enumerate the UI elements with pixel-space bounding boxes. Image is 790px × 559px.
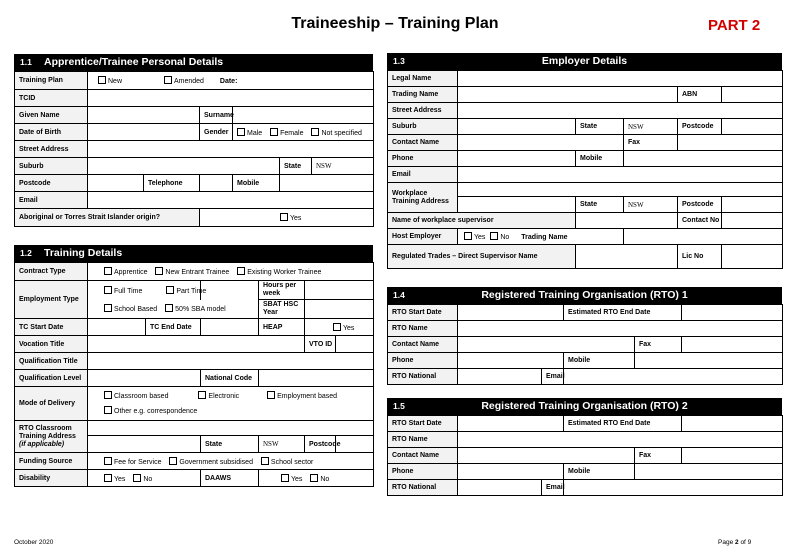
lic-no-label: Lic No — [678, 245, 722, 269]
part-time-label: Part Time — [176, 287, 207, 295]
male-checkbox[interactable] — [237, 128, 245, 136]
rto2-name-field[interactable] — [458, 432, 783, 448]
surname-field[interactable] — [233, 107, 374, 124]
employer-state-label: State — [576, 119, 624, 135]
rto2-end-label: Estimated RTO End Date — [564, 416, 682, 432]
aboriginal-options — [200, 209, 374, 227]
given-name-field[interactable] — [88, 107, 200, 124]
rto2-mobile-field[interactable] — [635, 464, 783, 480]
employer-street-label: Street Address — [388, 103, 458, 119]
dob-label: Date of Birth — [15, 124, 88, 141]
rto1-contact-label: Contact Name — [388, 337, 458, 353]
heap-options — [305, 319, 374, 336]
tc-start-label: TC Start Date — [15, 319, 88, 336]
vto-label: VTO ID — [305, 336, 336, 353]
rto-classroom-suburb-field[interactable] — [88, 436, 201, 453]
host-yes-checkbox[interactable] — [464, 232, 472, 240]
legal-name-field[interactable] — [458, 71, 783, 87]
section-1-3-header — [387, 53, 782, 70]
disability-yes-label: Yes — [114, 475, 126, 483]
full-time-label: Full Time — [114, 287, 143, 295]
employer-email-label: Email — [388, 167, 458, 183]
host-no-checkbox[interactable] — [490, 232, 498, 240]
employer-contact-label: Contact Name — [388, 135, 458, 151]
email-label: Email — [15, 192, 88, 209]
section-title: Registered Training Organisation (RTO) 2 — [481, 400, 688, 412]
section-title: Training Details — [44, 247, 123, 259]
section-number: 1.4 — [393, 290, 405, 300]
govt-checkbox[interactable] — [169, 457, 177, 465]
section-1-1-header — [14, 54, 373, 71]
document-title: Traineeship – Training Plan — [291, 15, 499, 32]
aboriginal-label: Aboriginal or Torres Strait Islander origin? — [15, 209, 200, 227]
postcode-label: Postcode — [15, 175, 88, 192]
host-employer-options — [458, 229, 624, 245]
sbat-field[interactable] — [305, 300, 374, 319]
rto1-mobile-field[interactable] — [635, 353, 783, 369]
contact-no-label: Contact No — [678, 213, 722, 229]
section-1-5-header — [387, 398, 782, 415]
trading-name-label: Trading Name — [388, 87, 458, 103]
qual-title-field[interactable] — [88, 353, 374, 370]
telephone-label: Telephone — [144, 175, 200, 192]
supervisor-label: Name of workplace supervisor — [388, 213, 576, 229]
employer-state-field[interactable]: NSW — [624, 119, 678, 135]
mobile-label: Mobile — [233, 175, 280, 192]
supervisor-field[interactable] — [576, 213, 678, 229]
rto2-name-label: RTO Name — [388, 432, 458, 448]
host-yes-label: Yes — [474, 234, 486, 241]
section-title: Employer Details — [541, 55, 628, 67]
mode-options — [88, 387, 374, 421]
full-part-time-options — [88, 281, 207, 300]
disability-label: Disability — [15, 470, 88, 487]
employer-postcode-label: Postcode — [678, 119, 722, 135]
rto2-national-label: RTO National — [388, 480, 458, 496]
page-prefix: Page — [718, 539, 734, 546]
workplace-state-label: State — [576, 197, 624, 213]
rto2-contact-label: Contact Name — [388, 448, 458, 464]
amended-checkbox[interactable] — [164, 76, 172, 84]
regulated-trades-field[interactable] — [576, 245, 678, 269]
contract-type-options — [88, 263, 374, 281]
employer-phone-label: Phone — [388, 151, 458, 167]
qual-level-label: Qualification Level — [15, 370, 88, 387]
rto2-phone-label: Phone — [388, 464, 458, 480]
employer-mobile-label: Mobile — [576, 151, 624, 167]
section-1-2-header — [14, 245, 373, 262]
rto1-mobile-label: Mobile — [564, 353, 635, 369]
workplace-postcode-field[interactable] — [722, 197, 783, 213]
employment-type-label: Employment Type — [15, 281, 88, 319]
workplace-field[interactable] — [458, 183, 783, 197]
national-code-field[interactable] — [259, 370, 374, 387]
postcode-field[interactable] — [88, 175, 144, 192]
part-time-blank — [201, 281, 259, 300]
classroom-checkbox[interactable] — [104, 391, 112, 399]
not-specified-label: Not specified — [321, 129, 362, 137]
suburb-label: Suburb — [15, 158, 88, 175]
funding-options — [88, 453, 374, 470]
rto1-table — [387, 304, 783, 385]
sbat-label: SBAT HSC Year — [259, 300, 305, 319]
regulated-trades-label: Regulated Trades – Direct Supervisor Name — [388, 245, 576, 269]
footer-date: October 2020 — [14, 539, 54, 546]
hours-label: Hours per week — [259, 281, 305, 300]
training-plan-options — [88, 72, 374, 90]
abn-label: ABN — [678, 87, 722, 103]
electronic-checkbox[interactable] — [198, 391, 206, 399]
funding-label: Funding Source — [15, 453, 88, 470]
daaws-options — [259, 470, 374, 487]
daaws-yes-label: Yes — [291, 475, 303, 483]
rto2-start-label: RTO Start Date — [388, 416, 458, 432]
rto2-fax-label: Fax — [635, 448, 682, 464]
rto-state-label: State — [201, 436, 259, 453]
rto1-fax-field[interactable] — [682, 337, 783, 353]
rto2-start-field[interactable] — [458, 416, 564, 432]
rto2-phone-field[interactable] — [458, 464, 564, 480]
rto-classroom-text: RTO Classroom Training Address — [19, 424, 76, 440]
rto-classroom-field[interactable] — [88, 421, 374, 436]
school-based-options — [88, 300, 259, 319]
rto1-phone-label: Phone — [388, 353, 458, 369]
rto1-contact-field[interactable] — [458, 337, 635, 353]
trading-name-field[interactable] — [458, 87, 678, 103]
rto2-mobile-label: Mobile — [564, 464, 635, 480]
employer-postcode-field[interactable] — [722, 119, 783, 135]
rto2-contact-field[interactable] — [458, 448, 635, 464]
rto-state-field[interactable]: NSW — [259, 436, 305, 453]
aboriginal-yes-label: Yes — [290, 215, 302, 222]
govt-label: Government subsidised — [179, 458, 253, 466]
new-label: New — [108, 78, 123, 85]
employment-based-label: Employment based — [277, 392, 338, 400]
host-trading-name-label: Trading Name — [521, 234, 568, 241]
part-label: PART 2 — [708, 17, 761, 34]
school-based-checkbox[interactable] — [104, 304, 112, 312]
state-field[interactable]: NSW — [312, 158, 374, 175]
employer-contact-field[interactable] — [458, 135, 624, 151]
daaws-no-label: No — [320, 475, 330, 483]
contract-type-label: Contract Type — [15, 263, 88, 281]
heap-yes-label: Yes — [343, 324, 355, 332]
daaws-no-checkbox[interactable] — [310, 474, 318, 482]
rto-classroom-label — [15, 421, 88, 453]
tcid-label: TCID — [15, 90, 88, 107]
sba-checkbox[interactable] — [165, 304, 173, 312]
rto1-email-label: Email — [542, 369, 564, 385]
personal-details-table — [14, 71, 374, 227]
training-plan-label: Training Plan — [15, 72, 88, 90]
host-employer-label: Host Employer — [388, 229, 458, 245]
mode-label: Mode of Delivery — [15, 387, 88, 421]
legal-name-label: Legal Name — [388, 71, 458, 87]
tc-start-field[interactable] — [88, 319, 146, 336]
employer-phone-field[interactable] — [458, 151, 576, 167]
rto2-email-field[interactable] — [564, 480, 783, 496]
rto1-phone-field[interactable] — [458, 353, 564, 369]
abn-field[interactable] — [722, 87, 783, 103]
workplace-state-field[interactable]: NSW — [624, 197, 678, 213]
gender-options — [233, 124, 374, 141]
not-specified-checkbox[interactable] — [311, 128, 319, 136]
employer-street-field[interactable] — [458, 103, 783, 119]
date-label: Date: — [219, 78, 238, 85]
other-checkbox[interactable] — [104, 406, 112, 414]
rto1-start-field[interactable] — [458, 305, 564, 321]
vto-field[interactable] — [336, 336, 374, 353]
rto1-end-field[interactable] — [682, 305, 783, 321]
rto2-email-label: Email — [542, 480, 564, 496]
rto2-national-field[interactable] — [458, 480, 542, 496]
female-checkbox[interactable] — [270, 128, 278, 136]
mobile-field[interactable] — [280, 175, 374, 192]
host-no-label: No — [500, 234, 510, 241]
heap-label: HEAP — [259, 319, 305, 336]
suburb-field[interactable] — [88, 158, 280, 175]
school-sector-checkbox[interactable] — [261, 457, 269, 465]
hours-field[interactable] — [305, 281, 374, 300]
electronic-label: Electronic — [208, 392, 240, 400]
workplace-label: Workplace Training Address — [388, 183, 458, 213]
rto1-national-field[interactable] — [458, 369, 542, 385]
classroom-label: Classroom based — [114, 392, 169, 400]
employer-fax-field[interactable] — [678, 135, 783, 151]
rto1-name-label: RTO Name — [388, 321, 458, 337]
state-label: State — [280, 158, 312, 175]
if-applicable-text: (if applicable) — [19, 440, 65, 448]
section-number: 1.3 — [393, 56, 405, 66]
qual-level-field[interactable] — [88, 370, 201, 387]
rto2-fax-field[interactable] — [682, 448, 783, 464]
surname-label: Surname — [200, 107, 233, 124]
qual-title-label: Qualification Title — [15, 353, 88, 370]
fee-checkbox[interactable] — [104, 457, 112, 465]
other-label: Other e.g. correspondence — [114, 407, 198, 415]
lic-no-field[interactable] — [722, 245, 783, 269]
section-number: 1.2 — [20, 248, 32, 258]
employer-mobile-field[interactable] — [624, 151, 783, 167]
rto2-table — [387, 415, 783, 496]
amended-label: Amended — [173, 78, 204, 85]
telephone-field[interactable] — [200, 175, 233, 192]
employer-details-table — [387, 70, 783, 269]
new-checkbox[interactable] — [98, 76, 106, 84]
page-current: 2 — [735, 539, 739, 546]
full-time-checkbox[interactable] — [104, 286, 112, 294]
sba-label: 50% SBA model — [175, 306, 226, 314]
male-label: Male — [247, 129, 263, 137]
employer-suburb-field[interactable] — [458, 119, 576, 135]
email-field[interactable] — [88, 192, 374, 209]
rto1-national-label: RTO National — [388, 369, 458, 385]
section-number: 1.5 — [393, 401, 405, 411]
disability-no-label: No — [143, 475, 153, 483]
workplace-postcode-label: Postcode — [678, 197, 722, 213]
disability-yes-checkbox[interactable] — [104, 474, 112, 482]
apprentice-label: Apprentice — [114, 269, 148, 276]
page-suffix: of 9 — [740, 539, 752, 546]
apprentice-checkbox[interactable] — [104, 267, 112, 275]
rto1-start-label: RTO Start Date — [388, 305, 458, 321]
employer-suburb-label: Suburb — [388, 119, 458, 135]
fee-label: Fee for Service — [114, 458, 162, 466]
tc-end-field[interactable] — [201, 319, 259, 336]
female-label: Female — [280, 129, 304, 137]
heap-yes-checkbox[interactable] — [333, 323, 341, 331]
rto1-name-field[interactable] — [458, 321, 783, 337]
given-name-label: Given Name — [15, 107, 88, 124]
rto2-end-field[interactable] — [682, 416, 783, 432]
contact-no-field[interactable] — [722, 213, 783, 229]
employer-fax-label: Fax — [624, 135, 678, 151]
rto1-email-field[interactable] — [564, 369, 783, 385]
section-1-4-header — [387, 287, 782, 304]
street-field[interactable] — [88, 141, 374, 158]
section-number: 1.1 — [20, 57, 32, 67]
part-time-checkbox[interactable] — [166, 286, 174, 294]
daaws-yes-checkbox[interactable] — [281, 474, 289, 482]
employment-based-checkbox[interactable] — [267, 391, 275, 399]
daaws-label: DAAWS — [201, 470, 259, 487]
existing-worker-checkbox[interactable] — [237, 267, 245, 275]
host-trading-name-field[interactable] — [624, 229, 783, 245]
new-entrant-label: New Entrant Trainee — [165, 269, 230, 276]
tcid-field[interactable] — [88, 90, 374, 107]
rto1-fax-label: Fax — [635, 337, 682, 353]
new-entrant-checkbox[interactable] — [155, 267, 163, 275]
street-label: Street Address — [15, 141, 88, 158]
section-title: Apprentice/Trainee Personal Details — [44, 56, 224, 68]
gender-label: Gender — [200, 124, 233, 141]
rto-postcode-label: Postcode — [305, 436, 336, 453]
disability-no-checkbox[interactable] — [133, 474, 141, 482]
rto1-end-label: Estimated RTO End Date — [564, 305, 682, 321]
dob-field[interactable] — [88, 124, 200, 141]
rto-postcode-field[interactable] — [336, 436, 374, 453]
vocation-label: Vocation Title — [15, 336, 88, 353]
workplace-suburb-field[interactable] — [458, 197, 576, 213]
existing-worker-label: Existing Worker Trainee — [247, 269, 322, 276]
school-sector-label: School sector — [270, 458, 314, 466]
aboriginal-yes-checkbox[interactable] — [280, 213, 288, 221]
section-title: Registered Training Organisation (RTO) 1 — [481, 289, 688, 301]
tc-end-label: TC End Date — [146, 319, 201, 336]
school-based-label: School Based — [114, 306, 158, 314]
vocation-field[interactable] — [88, 336, 305, 353]
disability-options — [88, 470, 201, 487]
national-code-label: National Code — [201, 370, 259, 387]
employer-email-field[interactable] — [458, 167, 783, 183]
footer-page-number — [718, 539, 751, 546]
training-details-table — [14, 262, 374, 487]
